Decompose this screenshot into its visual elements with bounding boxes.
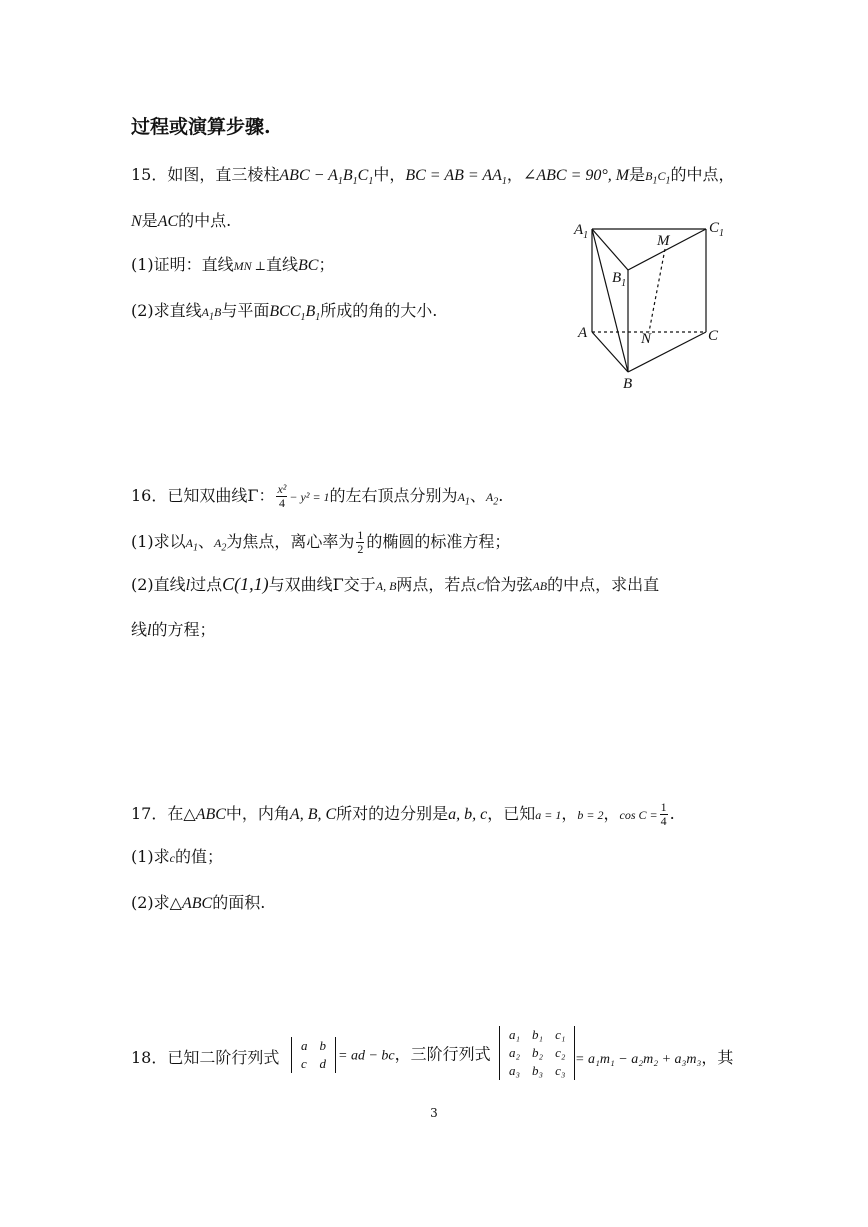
- det-cell: b₁: [532, 1027, 544, 1042]
- det-cell: b: [319, 1038, 326, 1053]
- q15-line2: N是AC的中点.: [131, 211, 232, 230]
- det-cell: a₂: [509, 1045, 521, 1060]
- label-b1: $B_1$: [612, 270, 627, 289]
- section-heading: 过程或演算步骤.: [131, 116, 271, 138]
- fraction-x2-4: $\frac{\text{x²}}{4}$: [277, 482, 287, 510]
- segment-b1c1: $B_1C_1$: [645, 169, 671, 187]
- determinant-2x2: a b c d = ad − bc，三阶行列式: [289, 1037, 491, 1073]
- label-c1: $C_1$: [709, 220, 725, 239]
- det-cell: a: [301, 1038, 308, 1053]
- det-cell: c: [301, 1056, 307, 1071]
- segment-mn: [649, 249, 665, 332]
- page-number: 3: [430, 1106, 438, 1120]
- det-cell: a₃: [509, 1063, 521, 1078]
- q15-angle: ∠ABC = 90°, M: [522, 167, 630, 184]
- q16-part2: (2)直线l过点C(1,1)与双曲线Γ交于A, B两点，若点C恰为弦AB的中点，求出直: [131, 574, 660, 594]
- det-cell: b₂: [532, 1045, 544, 1060]
- label-a1: $A_1$: [574, 222, 589, 241]
- q15-line1: 15．如图，直三棱柱ABC − $A_1B_1C_1$中，BC = AB = $AA_1$，∠ABC = 90°, M是$B_1C_1$的中点，: [131, 165, 735, 188]
- label-n: N: [641, 331, 652, 347]
- det-cell: b₃: [532, 1063, 544, 1078]
- q15-number: 15．: [131, 165, 168, 184]
- q16-line1: 16．已知双曲线Γ： $\frac{\text{x²}}{4}$ − y² = 1的左右顶点分别为$A_1$、$A_2$.: [131, 482, 504, 510]
- det-cell: c₂: [555, 1045, 566, 1060]
- q17-line1: 17．在△ABC中，内角A, B, C所对的边分别是a, b, c，已知a = 1，b = 2，cos C = $\frac{1}{4}$ .: [131, 800, 675, 828]
- fraction-half: $\frac{1}{2}$: [357, 528, 364, 556]
- segment-a1b: [592, 229, 628, 372]
- q15-part1: (1)证明：直线MN ⊥直线BC；: [131, 255, 335, 274]
- fraction-quarter: $\frac{1}{4}$: [660, 800, 667, 828]
- q16-part2-cont: 线l的方程；: [131, 620, 216, 639]
- q15-text: 如图，直三棱柱: [167, 165, 280, 184]
- prism-name: ABC − $A_1B_1C_1$: [279, 167, 374, 188]
- q17-part2: (2)求△ABC的面积.: [131, 893, 266, 912]
- det-cell: c₁: [555, 1027, 566, 1042]
- det-cell: d: [319, 1056, 326, 1071]
- prism-figure: [568, 212, 738, 397]
- label-c: C: [708, 328, 719, 344]
- q15-part2: (2)求直线$A_1B$与平面$BCC_1B_1$所成的角的大小.: [131, 301, 438, 324]
- det-cell: a₁: [509, 1027, 521, 1042]
- label-a: A: [578, 325, 588, 341]
- q16-part1: (1)求以$A_1$、$A_2$为焦点，离心率为 $\frac{1}{2}$ 的椭圆的标准方程；: [131, 528, 511, 556]
- label-b: B: [623, 376, 633, 392]
- q18-eq3: = a₁m₁ − a₂m₂ + a₃m₃，其: [575, 1048, 734, 1067]
- q18-line1: 18．已知二阶行列式: [131, 1048, 280, 1067]
- det-cell: c₃: [555, 1063, 566, 1078]
- determinant-3x3: [497, 1026, 577, 1080]
- edge-bc: [628, 332, 706, 372]
- label-m: M: [657, 233, 670, 249]
- q17-part1: (1)求c的值；: [131, 847, 224, 866]
- q15-equation: BC = AB = $AA_1$: [405, 167, 507, 188]
